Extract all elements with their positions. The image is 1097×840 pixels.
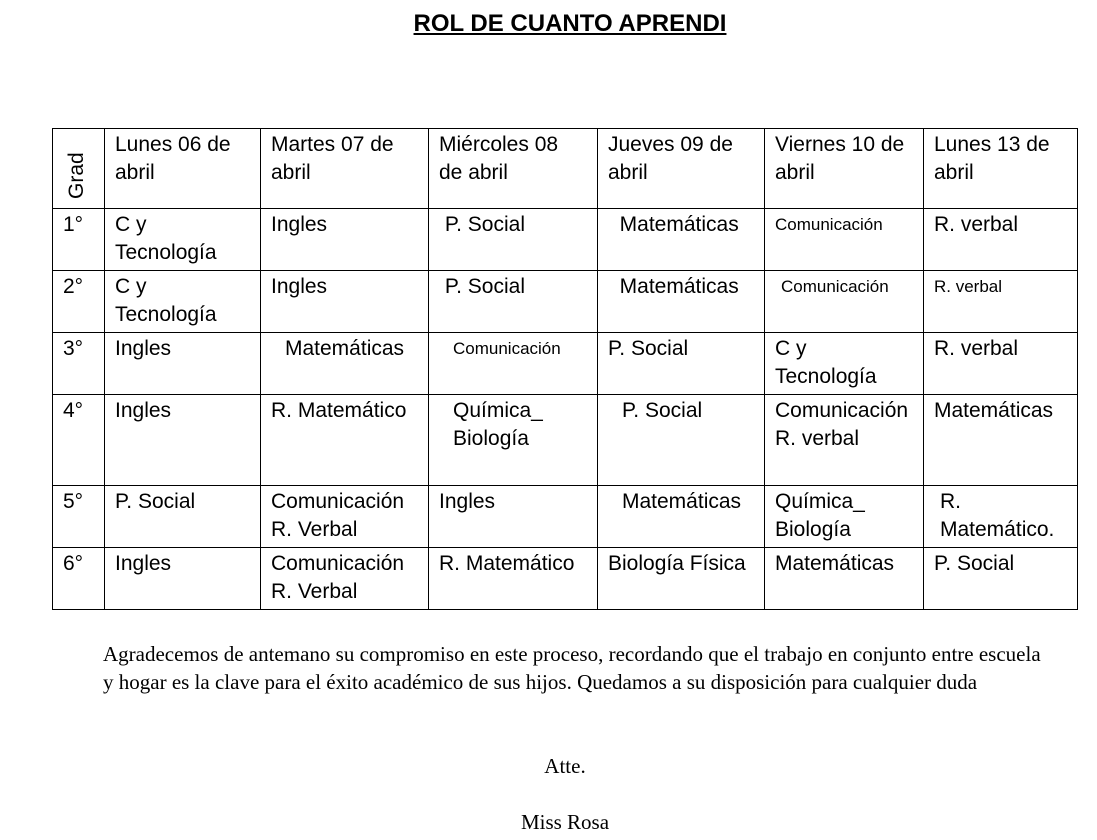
table-cell: R. verbal	[924, 271, 1078, 333]
table-cell: R. Matemático	[261, 395, 429, 486]
column-header: Martes 07 de abril	[261, 129, 429, 209]
table-cell: R. Matemático	[429, 548, 598, 610]
table-cell: Matemáticas	[598, 486, 765, 548]
schedule-table	[52, 128, 1078, 610]
table-cell: Matemáticas	[261, 333, 429, 395]
table-cell: Matemáticas	[924, 395, 1078, 486]
grade-column-header: Grad	[53, 129, 105, 209]
grade-cell: 2°	[53, 271, 105, 333]
table-cell: Ingles	[105, 333, 261, 395]
grade-cell: 1°	[53, 209, 105, 271]
table-cell: Comunicación	[765, 271, 924, 333]
table-cell: Matemáticas	[765, 548, 924, 610]
table-row	[53, 271, 1078, 333]
signature-name: Miss Rosa	[520, 810, 610, 834]
grade-cell: 6°	[53, 548, 105, 610]
table-cell: Comunicación R. Verbal	[261, 486, 429, 548]
table-row	[53, 333, 1078, 395]
table-cell: Comunicación R. verbal	[765, 395, 924, 486]
table-cell: R. Matemático.	[924, 486, 1078, 548]
table-cell: C y Tecnología	[105, 209, 261, 271]
table-cell: P. Social	[598, 333, 765, 395]
table-cell: Ingles	[261, 209, 429, 271]
table-cell: R. verbal	[924, 333, 1078, 395]
table-cell: Matemáticas	[598, 271, 765, 333]
table-cell: Ingles	[261, 271, 429, 333]
closing-message: Agradecemos de antemano su compromiso en este proceso, recordando que el trabajo en conjunto entre escuela y hogar es la clave para el éxito académico de sus hijos. Quedamos a su disposición para cualquier duda	[103, 642, 1041, 694]
column-header: Viernes 10 de abril	[765, 129, 924, 209]
table-cell: Comunicación	[765, 209, 924, 271]
table-cell: Matemáticas	[598, 209, 765, 271]
column-header: Lunes 13 de abril	[924, 129, 1078, 209]
table-cell: Ingles	[105, 395, 261, 486]
column-header: Jueves 09 de abril	[598, 129, 765, 209]
table-cell: C y Tecnología	[105, 271, 261, 333]
table-cell: Biología Física	[598, 548, 765, 610]
grade-cell: 5°	[53, 486, 105, 548]
table-row	[53, 486, 1078, 548]
table-cell: Comunicación	[429, 333, 598, 395]
table-row	[53, 209, 1078, 271]
table-cell: Ingles	[105, 548, 261, 610]
table-cell: C y Tecnología	[765, 333, 924, 395]
column-header: Lunes 06 de abril	[105, 129, 261, 209]
document-title: ROL DE CUANTO APRENDI	[413, 10, 727, 37]
table-cell: Comunicación R. Verbal	[261, 548, 429, 610]
table-cell: P. Social	[598, 395, 765, 486]
table-cell: P. Social	[429, 209, 598, 271]
grade-cell: 3°	[53, 333, 105, 395]
table-cell: P. Social	[924, 548, 1078, 610]
table-cell: Química_ Biología	[429, 395, 598, 486]
table-cell: R. verbal	[924, 209, 1078, 271]
table-cell: P. Social	[105, 486, 261, 548]
table-cell: P. Social	[429, 271, 598, 333]
table-row	[53, 548, 1078, 610]
column-header: Miércoles 08 de abril	[429, 129, 598, 209]
table-cell: Química_ Biología	[765, 486, 924, 548]
table-header-row	[53, 129, 1078, 209]
table-row	[53, 395, 1078, 486]
grade-cell: 4°	[53, 395, 105, 486]
table-cell: Ingles	[429, 486, 598, 548]
closing-salutation: Atte.	[544, 754, 586, 778]
